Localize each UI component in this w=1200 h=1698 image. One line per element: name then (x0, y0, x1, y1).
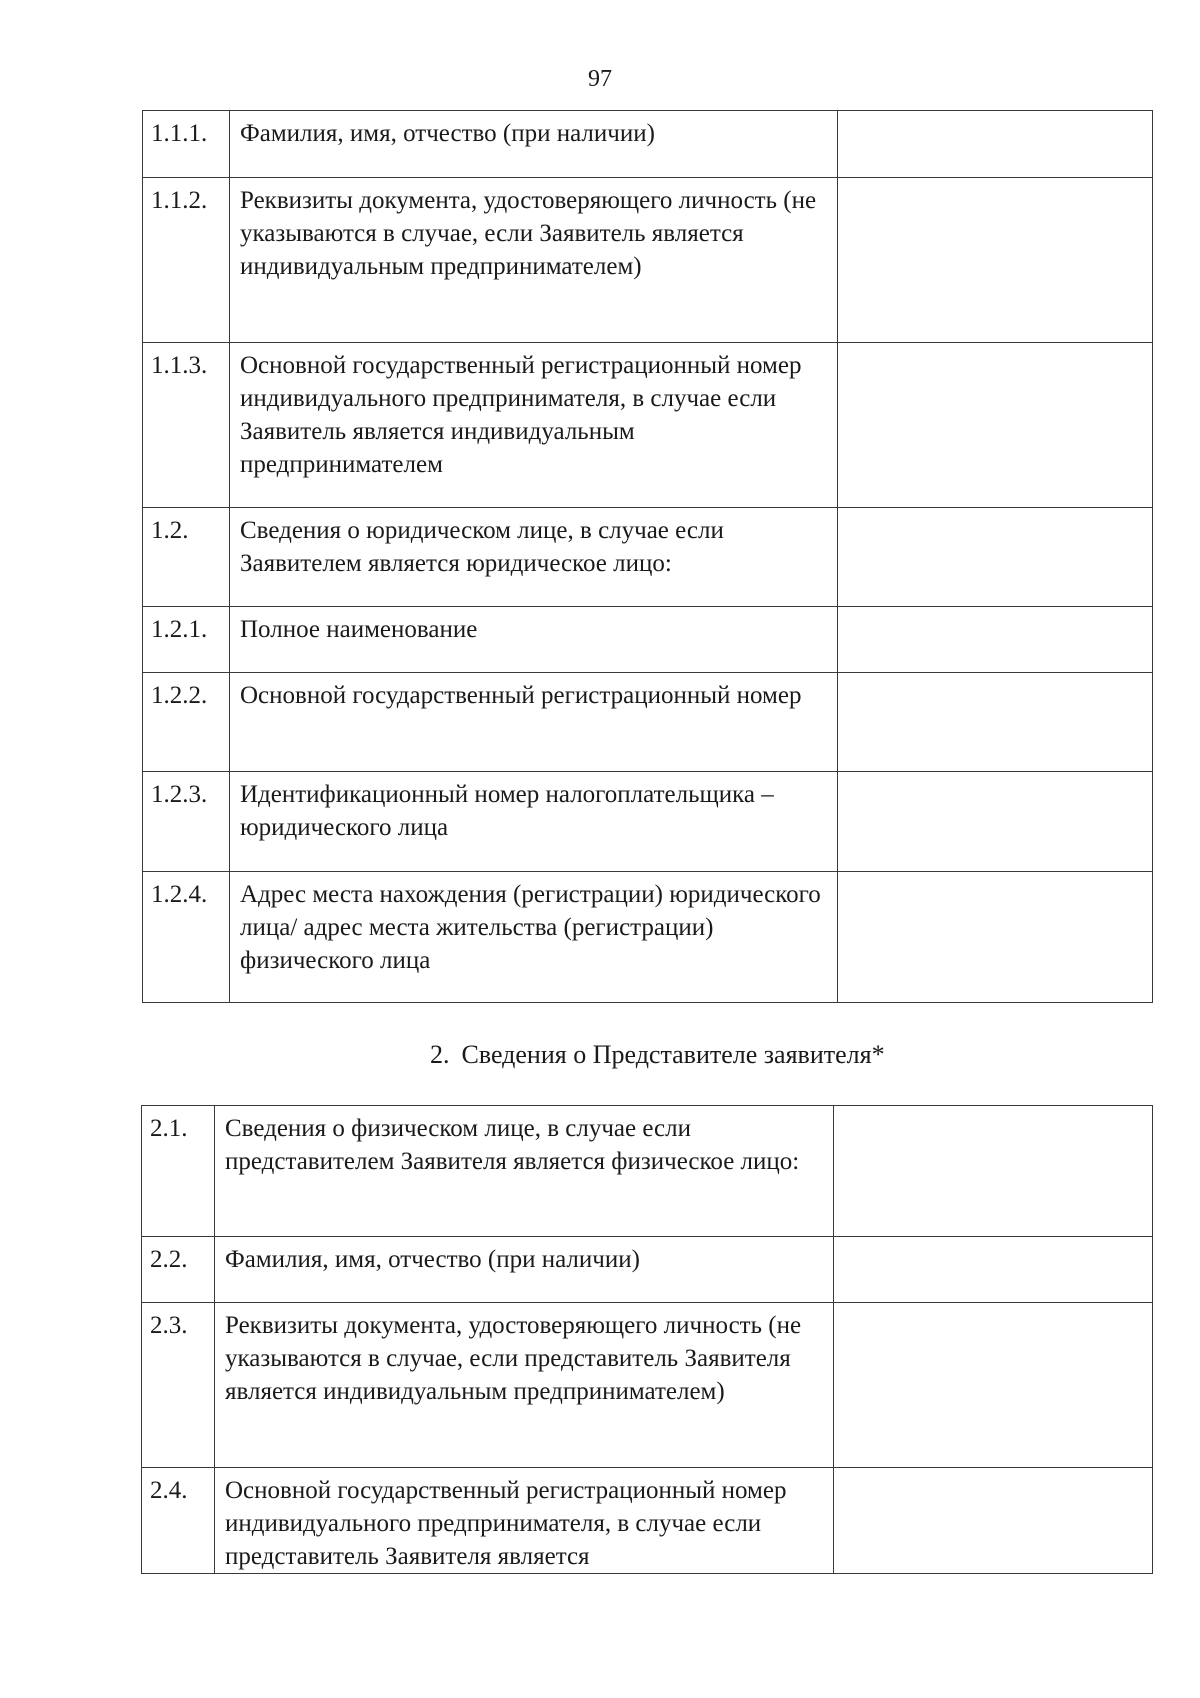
value-cell[interactable] (834, 1303, 1153, 1468)
table-row (143, 508, 1153, 607)
row-number: 1.2.3. (143, 772, 230, 872)
row-number: 1.1.3. (143, 343, 230, 508)
row-label: Реквизиты документа, удостоверяющего личность (не указываются в случае, если Заявитель является индивидуальным предпринимателем) (230, 178, 838, 343)
applicant-info-table (142, 110, 1153, 1003)
table-row (142, 1106, 1153, 1237)
section-number: 2. (430, 1040, 450, 1069)
row-number: 2.4. (142, 1468, 215, 1574)
value-cell[interactable] (838, 872, 1153, 1003)
row-label: Основной государственный регистрационный номер индивидуального предпринимателя, в случае если Заявитель является индивидуальным предпринимателем (230, 343, 838, 508)
value-cell[interactable] (838, 673, 1153, 772)
row-label: Реквизиты документа, удостоверяющего личность (не указываются в случае, если представитель Заявителя является индивидуальным предпринимателем) (215, 1303, 834, 1468)
table-row (143, 872, 1153, 1003)
section-title: Сведения о Представителе заявителя* (461, 1040, 885, 1069)
row-label: Полное наименование (230, 607, 838, 673)
table-row (142, 1237, 1153, 1303)
row-number: 1.2.1. (143, 607, 230, 673)
value-cell[interactable] (834, 1237, 1153, 1303)
row-number: 1.1.1. (143, 111, 230, 178)
value-cell[interactable] (838, 772, 1153, 872)
row-number: 1.2. (143, 508, 230, 607)
row-label: Адрес места нахождения (регистрации) юридического лица/ адрес места жительства (регистрации) физического лица (230, 872, 838, 1003)
table-row (143, 111, 1153, 178)
row-label: Основной государственный регистрационный номер индивидуального предпринимателя, в случае если представитель Заявителя является (215, 1468, 834, 1574)
row-number: 2.3. (142, 1303, 215, 1468)
value-cell[interactable] (834, 1106, 1153, 1237)
row-label: Фамилия, имя, отчество (при наличии) (230, 111, 838, 178)
table-row (143, 772, 1153, 872)
representative-info-table (141, 1105, 1153, 1574)
table-row (143, 343, 1153, 508)
row-label: Основной государственный регистрационный номер (230, 673, 838, 772)
row-label: Фамилия, имя, отчество (при наличии) (215, 1237, 834, 1303)
value-cell[interactable] (838, 508, 1153, 607)
section-heading (430, 1040, 885, 1070)
row-number: 1.2.2. (143, 673, 230, 772)
row-number: 2.1. (142, 1106, 215, 1237)
value-cell[interactable] (838, 343, 1153, 508)
row-number: 1.1.2. (143, 178, 230, 343)
value-cell[interactable] (838, 607, 1153, 673)
row-number: 2.2. (142, 1237, 215, 1303)
value-cell[interactable] (834, 1468, 1153, 1574)
table-row (142, 1303, 1153, 1468)
row-label: Сведения о физическом лице, в случае если представителем Заявителя является физическое лицо: (215, 1106, 834, 1237)
row-label: Сведения о юридическом лице, в случае если Заявителем является юридическое лицо: (230, 508, 838, 607)
value-cell[interactable] (838, 178, 1153, 343)
table-row (142, 1468, 1153, 1574)
row-number: 1.2.4. (143, 872, 230, 1003)
page-number: 97 (588, 66, 612, 92)
row-label: Идентификационный номер налогоплательщика – юридического лица (230, 772, 838, 872)
table-row (143, 673, 1153, 772)
table-row (143, 607, 1153, 673)
value-cell[interactable] (838, 111, 1153, 178)
table-row (143, 178, 1153, 343)
